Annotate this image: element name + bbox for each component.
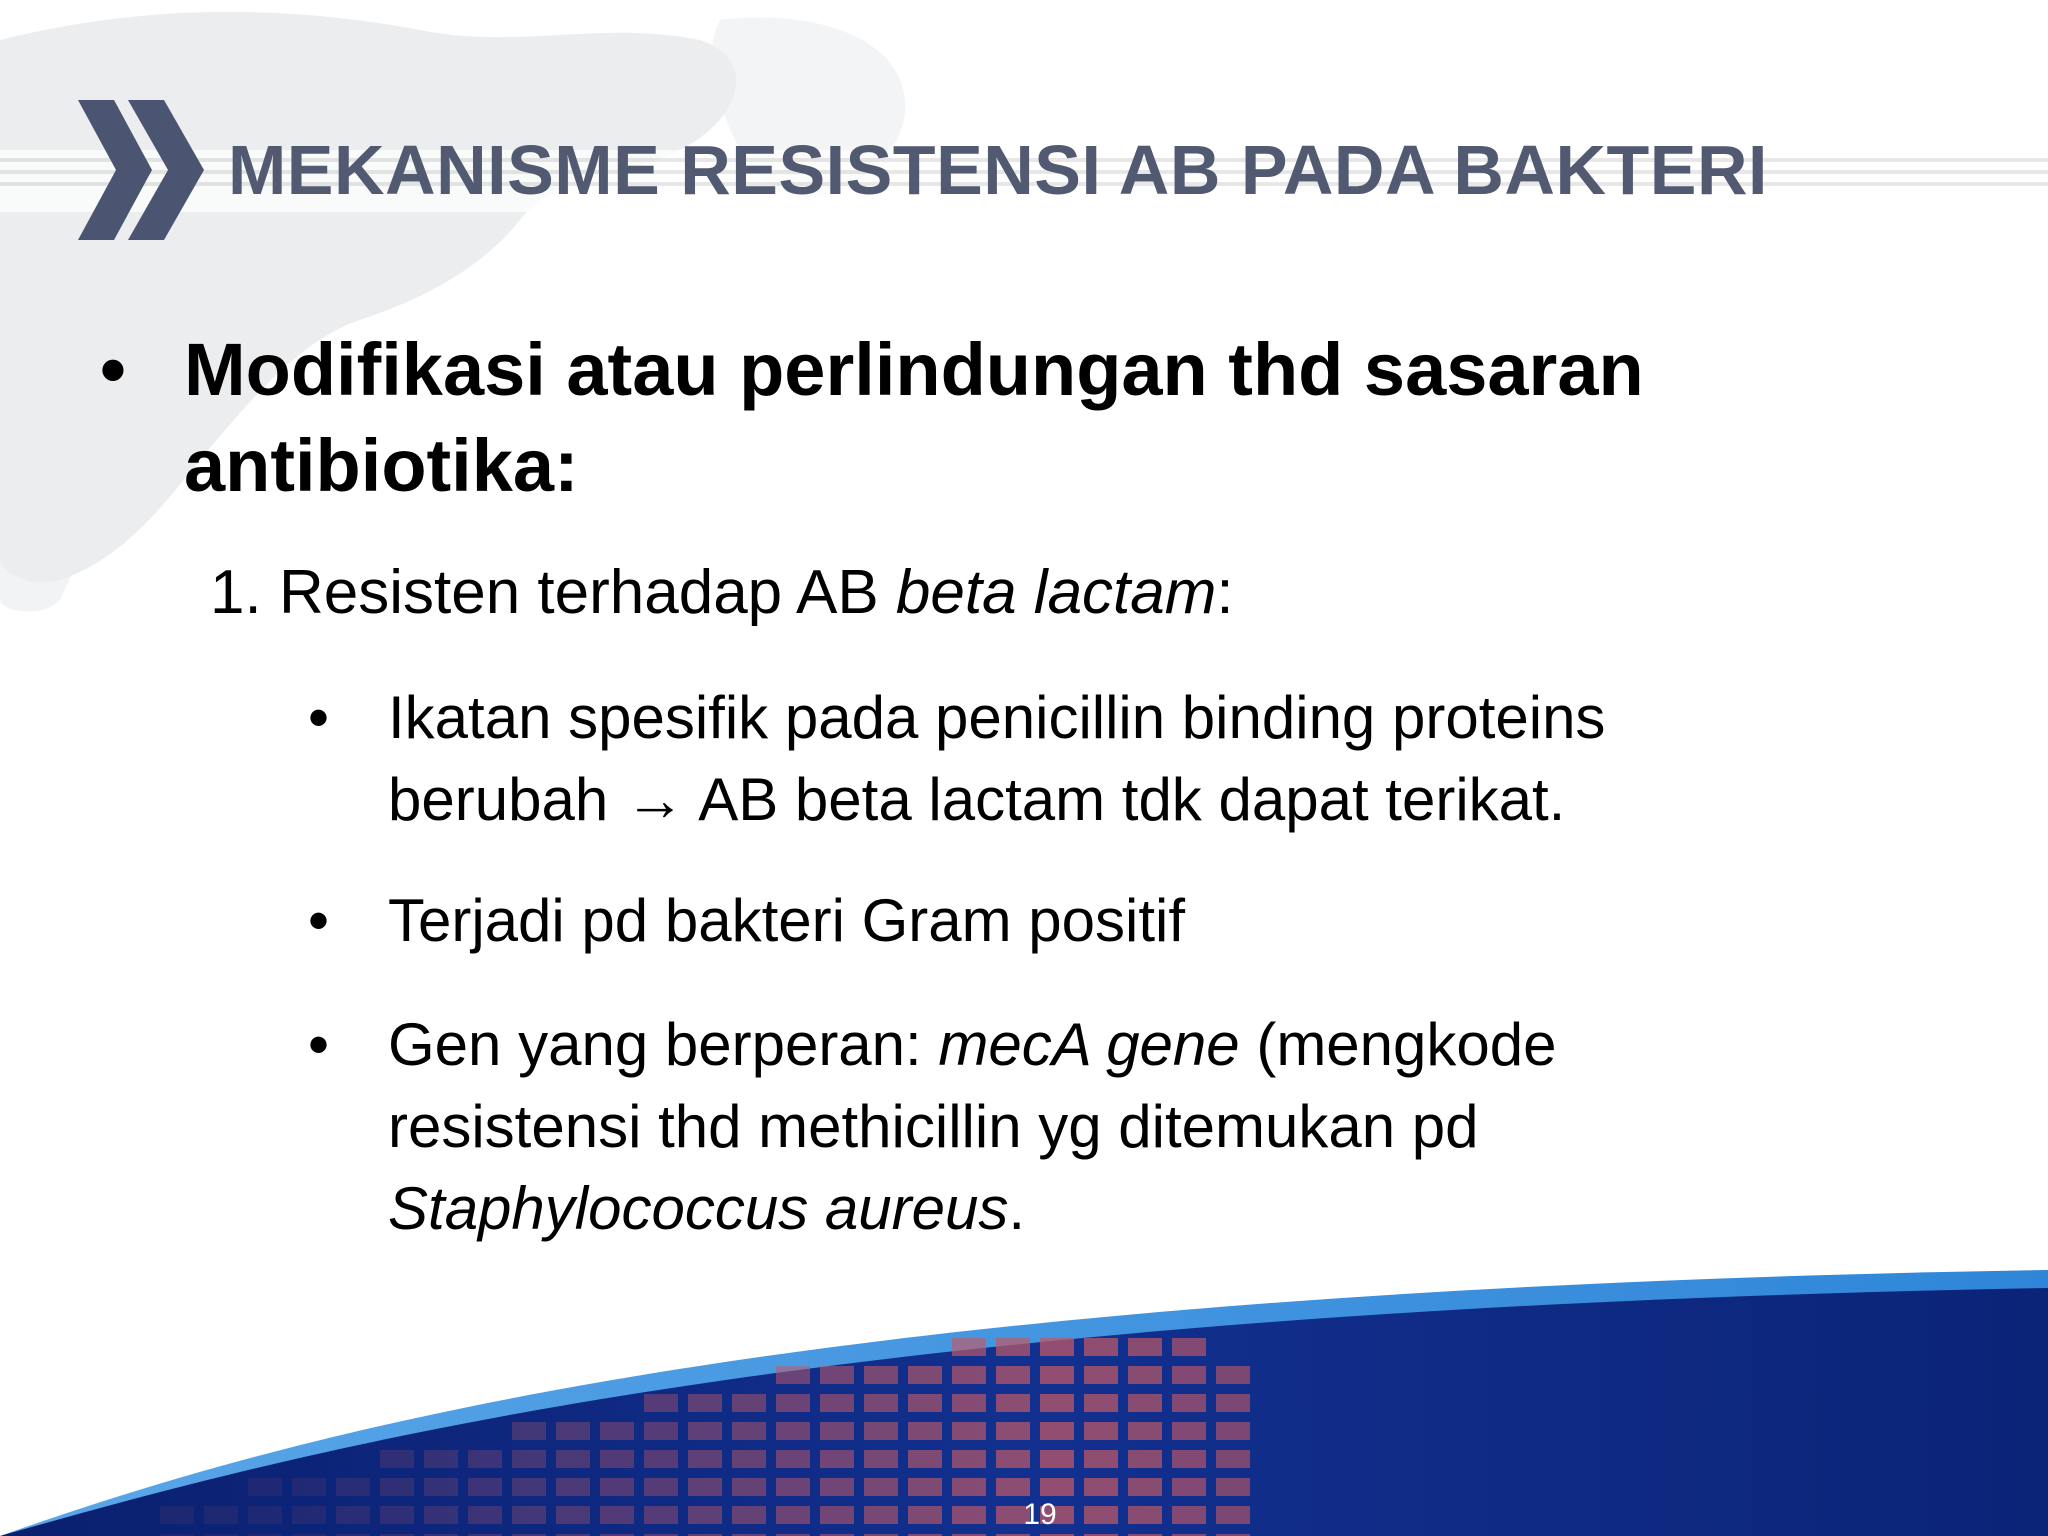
decorative-tile xyxy=(820,1366,854,1384)
decorative-tile xyxy=(952,1506,986,1524)
decorative-tile xyxy=(996,1338,1030,1356)
text-part: (mengkode resistensi thd methicillin yg ditemukan pd xyxy=(388,1011,1557,1160)
decorative-tile xyxy=(556,1478,590,1496)
decorative-tile xyxy=(1084,1394,1118,1412)
decorative-tile xyxy=(1216,1394,1250,1412)
decorative-tile xyxy=(1128,1478,1162,1496)
sub-bullet-text: Terjadi pd bakteri Gram positif xyxy=(388,887,1185,954)
decorative-tile xyxy=(908,1478,942,1496)
decorative-tile xyxy=(776,1422,810,1440)
decorative-tile xyxy=(908,1394,942,1412)
decorative-tile xyxy=(1216,1366,1250,1384)
decorative-tile xyxy=(292,1506,326,1524)
decorative-tile xyxy=(336,1506,370,1524)
decorative-tile xyxy=(1172,1338,1206,1356)
decorative-tile xyxy=(776,1366,810,1384)
decorative-tile xyxy=(776,1506,810,1524)
decorative-tile xyxy=(1084,1506,1118,1524)
decorative-tile xyxy=(644,1478,678,1496)
item-italic-text: beta lactam xyxy=(895,558,1217,627)
decorative-tile xyxy=(1040,1422,1074,1440)
decorative-tile xyxy=(732,1422,766,1440)
item-text: Resisten terhadap AB xyxy=(278,558,896,627)
decorative-tile xyxy=(864,1394,898,1412)
decorative-tile xyxy=(1084,1366,1118,1384)
decorative-tile xyxy=(776,1450,810,1468)
italic-text: mecA gene xyxy=(938,1011,1240,1078)
decorative-tile xyxy=(732,1506,766,1524)
item-suffix: : xyxy=(1216,558,1234,627)
decorative-tile xyxy=(468,1478,502,1496)
decorative-tile xyxy=(1172,1478,1206,1496)
decorative-tile xyxy=(908,1422,942,1440)
decorative-tile xyxy=(776,1478,810,1496)
main-bullet-text: Modifikasi atau perlindungan thd sasaran antibiotika: xyxy=(184,328,1644,507)
decorative-tile xyxy=(1216,1506,1250,1524)
decorative-tile xyxy=(1172,1422,1206,1440)
decorative-tile xyxy=(732,1478,766,1496)
decorative-tile xyxy=(644,1450,678,1468)
decorative-tile xyxy=(1128,1366,1162,1384)
decorative-tile xyxy=(952,1394,986,1412)
decorative-tile xyxy=(468,1506,502,1524)
decorative-tile xyxy=(1172,1366,1206,1384)
decorative-tile xyxy=(1172,1506,1206,1524)
decorative-tile xyxy=(512,1422,546,1440)
decorative-tile xyxy=(424,1450,458,1468)
decorative-tile xyxy=(688,1450,722,1468)
decorative-tile xyxy=(952,1478,986,1496)
decorative-tile xyxy=(1040,1394,1074,1412)
item-number: 1. xyxy=(210,558,262,627)
decorative-tile xyxy=(776,1394,810,1412)
decorative-tile xyxy=(864,1506,898,1524)
decorative-tile xyxy=(424,1506,458,1524)
decorative-tile xyxy=(952,1338,986,1356)
decorative-tile xyxy=(380,1478,414,1496)
decorative-tile xyxy=(600,1450,634,1468)
decorative-tile xyxy=(1128,1338,1162,1356)
decorative-tile xyxy=(556,1450,590,1468)
bottom-swoosh-decoration xyxy=(0,1230,2048,1536)
decorative-tile xyxy=(160,1506,194,1524)
text-part: . xyxy=(1008,1175,1026,1242)
decorative-tile xyxy=(996,1478,1030,1496)
decorative-tile xyxy=(996,1422,1030,1440)
page-number: 19 xyxy=(1023,1498,1057,1531)
text-part: Gen yang berperan: xyxy=(388,1011,939,1078)
decorative-tile xyxy=(688,1506,722,1524)
decorative-tile xyxy=(380,1450,414,1468)
decorative-tile xyxy=(908,1366,942,1384)
decorative-tile xyxy=(1216,1478,1250,1496)
bullet-marker: • xyxy=(100,328,126,411)
decorative-tile xyxy=(732,1450,766,1468)
decorative-tile xyxy=(820,1450,854,1468)
decorative-tile xyxy=(908,1506,942,1524)
decorative-tile xyxy=(732,1394,766,1412)
decorative-tile xyxy=(644,1422,678,1440)
decorative-tile xyxy=(908,1450,942,1468)
decorative-tile xyxy=(292,1478,326,1496)
decorative-tile xyxy=(1128,1422,1162,1440)
decorative-tile xyxy=(1084,1478,1118,1496)
decorative-tile xyxy=(1040,1338,1074,1356)
decorative-tile xyxy=(1172,1394,1206,1412)
decorative-tile xyxy=(1084,1422,1118,1440)
decorative-tile xyxy=(1084,1338,1118,1356)
italic-text: Staphylococcus aureus xyxy=(388,1175,1009,1242)
decorative-tile xyxy=(600,1506,634,1524)
decorative-tile xyxy=(820,1394,854,1412)
decorative-tile xyxy=(424,1478,458,1496)
sub-bullet-text: Ikatan spesifik pada penicillin binding proteins berubah → AB beta lactam tdk dapat terikat. xyxy=(388,684,1606,833)
slide-title: MEKANISME RESISTENSI AB PADA BAKTERI xyxy=(228,131,1768,209)
decorative-tile xyxy=(952,1450,986,1468)
decorative-tile xyxy=(864,1478,898,1496)
decorative-tile xyxy=(248,1478,282,1496)
decorative-tile xyxy=(820,1478,854,1496)
decorative-tile xyxy=(996,1394,1030,1412)
decorative-tile xyxy=(1128,1506,1162,1524)
decorative-tile xyxy=(1216,1450,1250,1468)
sub-bullet-text xyxy=(388,1004,1808,1250)
decorative-tile xyxy=(1084,1450,1118,1468)
decorative-tile xyxy=(1040,1450,1074,1468)
decorative-tile xyxy=(644,1506,678,1524)
decorative-tile xyxy=(820,1506,854,1524)
decorative-tile xyxy=(600,1478,634,1496)
decorative-tile xyxy=(1040,1478,1074,1496)
numbered-item xyxy=(210,555,1234,631)
decorative-tile xyxy=(556,1506,590,1524)
decorative-tile xyxy=(864,1366,898,1384)
decorative-tile xyxy=(556,1422,590,1440)
decorative-tile xyxy=(688,1394,722,1412)
decorative-tile xyxy=(512,1506,546,1524)
decorative-tile xyxy=(468,1450,502,1468)
decorative-tile xyxy=(1172,1450,1206,1468)
decorative-tile xyxy=(336,1478,370,1496)
decorative-tile xyxy=(996,1450,1030,1468)
decorative-tile xyxy=(248,1506,282,1524)
bullet-marker: • xyxy=(308,887,330,954)
decorative-tile xyxy=(1128,1394,1162,1412)
decorative-tile xyxy=(820,1422,854,1440)
decorative-tile xyxy=(380,1506,414,1524)
decorative-tile xyxy=(864,1422,898,1440)
decorative-tile xyxy=(512,1450,546,1468)
decorative-tile xyxy=(1128,1450,1162,1468)
decorative-tile xyxy=(688,1422,722,1440)
decorative-tile xyxy=(1216,1422,1250,1440)
decorative-tile xyxy=(644,1394,678,1412)
decorative-tile xyxy=(512,1478,546,1496)
decorative-tile xyxy=(1040,1366,1074,1384)
decorative-tile xyxy=(864,1450,898,1468)
bullet-marker: • xyxy=(308,1011,330,1078)
decorative-tile xyxy=(204,1506,238,1524)
decorative-tile xyxy=(688,1478,722,1496)
decorative-tile xyxy=(952,1366,986,1384)
decorative-tile xyxy=(952,1422,986,1440)
decorative-tile xyxy=(600,1422,634,1440)
decorative-tile xyxy=(996,1366,1030,1384)
bullet-marker: • xyxy=(308,684,330,751)
